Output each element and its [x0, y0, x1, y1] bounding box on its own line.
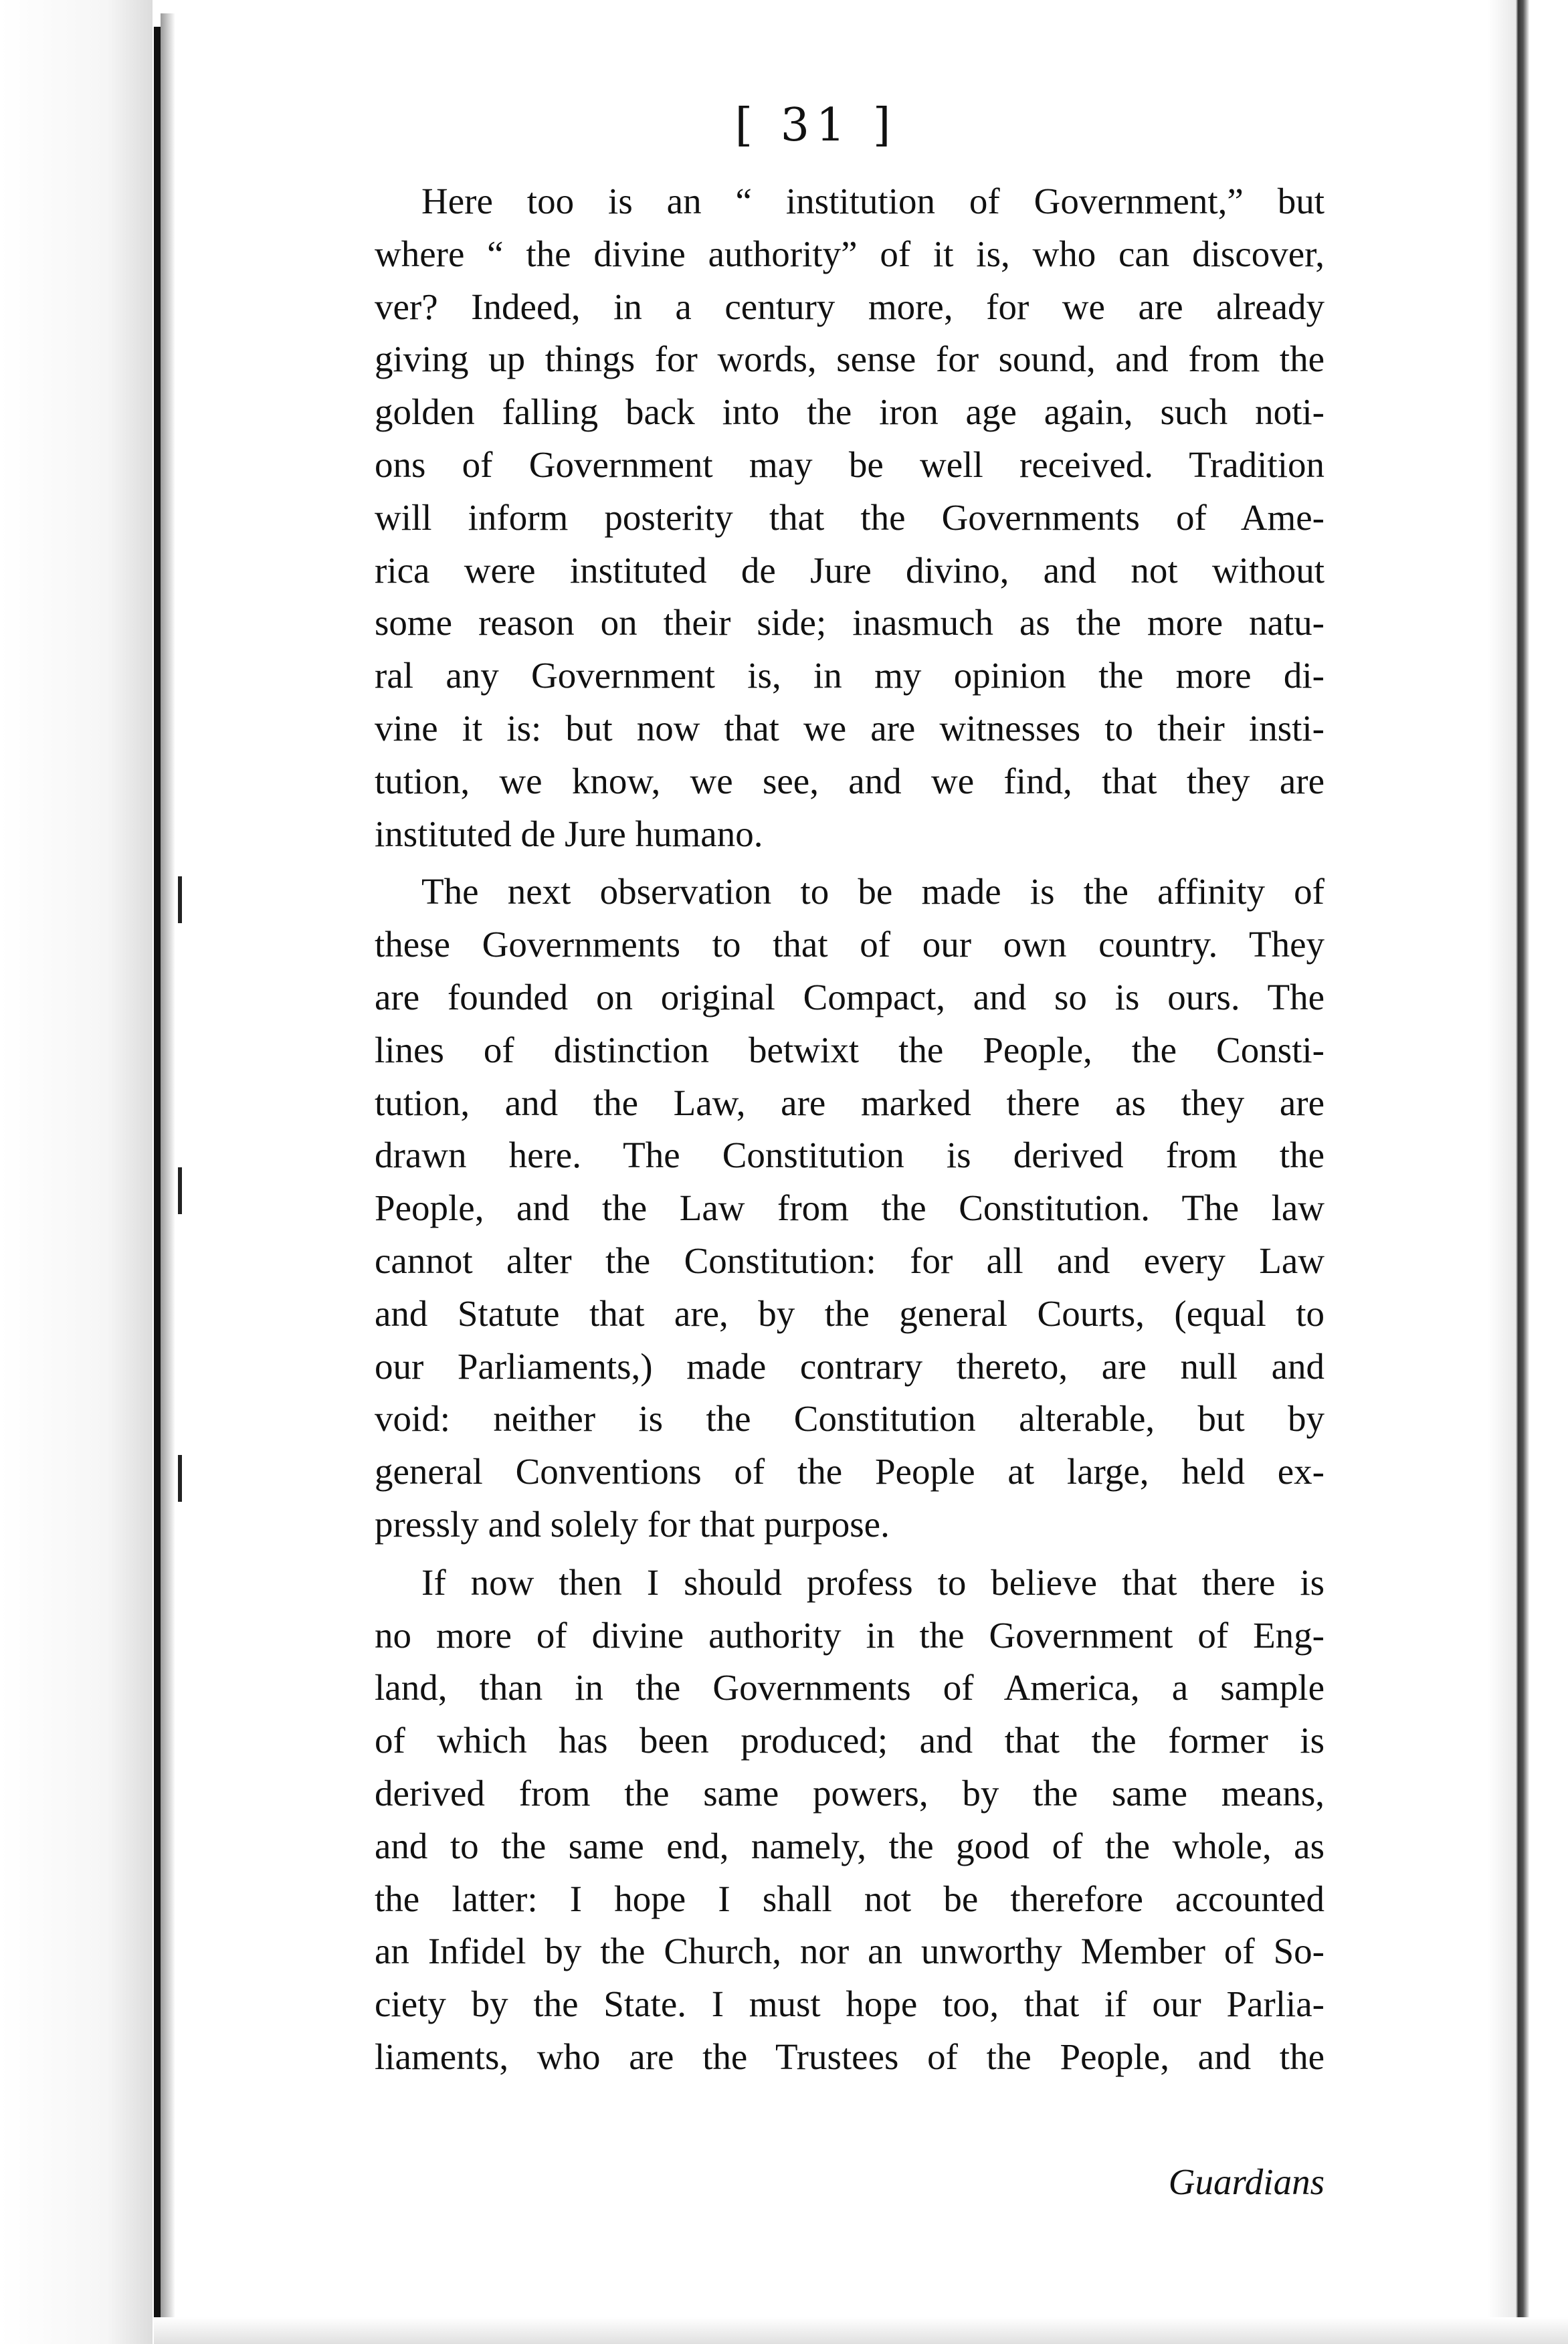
- text-line: ons of Government may be well received. Tradition: [375, 444, 1325, 485]
- text-line: golden falling back into the iron age again, such noti-: [375, 391, 1325, 433]
- margin-mark: [178, 876, 182, 923]
- text-line: Here too is an “ institution of Government,” but: [421, 181, 1325, 221]
- text-line: pressly and solely for that purpose.: [375, 1503, 890, 1545]
- paragraph: [375, 175, 1325, 860]
- text-line: will inform posterity that the Governments of Ame-: [375, 496, 1325, 538]
- text-line: lines of distinction betwixt the People, the Consti-: [375, 1029, 1325, 1070]
- text-line: cannot alter the Constitution: for all and every Law: [375, 1240, 1325, 1281]
- text-line: void: neither is the Constitution alterable, but by: [375, 1398, 1325, 1440]
- text-line: If now then I should profess to believe that there is: [421, 1561, 1325, 1603]
- binding-gutter: [154, 27, 161, 2321]
- page-right-edge: [1488, 0, 1568, 2344]
- text-line: the latter: I hope I shall not be therefore accounted: [375, 1878, 1325, 1919]
- text-line: derived from the same powers, by the same means,: [375, 1772, 1325, 1814]
- text-line: tution, we know, we see, and we find, that they are: [375, 760, 1325, 801]
- text-line: these Governments to that of our own country. They: [375, 924, 1325, 965]
- page-bottom-edge: [154, 2317, 1568, 2344]
- paragraph: [375, 1557, 1325, 2084]
- text-line: our Parliaments,) made contrary thereto, are null and: [375, 1345, 1325, 1387]
- text-line: and to the same end, namely, the good of the whole, as: [375, 1825, 1325, 1866]
- text-line: no more of divine authority in the Government of Eng-: [375, 1614, 1325, 1656]
- text-line: an Infidel by the Church, nor an unworthy Member of So-: [375, 1931, 1325, 1972]
- facing-page-edge: [0, 0, 153, 2344]
- text-line: where “ the divine authority” of it is, who can discover,: [375, 233, 1325, 274]
- text-line: and Statute that are, by the general Courts, (equal to: [375, 1292, 1325, 1334]
- catchword: Guardians: [1168, 2161, 1325, 2202]
- text-line: drawn here. The Constitution is derived from the: [375, 1135, 1325, 1176]
- text-line: liaments, who are the Trustees of the People, and the: [375, 2036, 1325, 2077]
- text-line: of which has been produced; and that the former is: [375, 1720, 1325, 1761]
- text-line: vine it is: but now that we are witnesses to their insti-: [375, 707, 1325, 749]
- text-line: instituted de Jure humano.: [375, 813, 763, 854]
- text-line: rica were instituted de Jure divino, and not without: [375, 549, 1325, 591]
- text-line: some reason on their side; inasmuch as the more natu-: [375, 602, 1325, 644]
- text-line: are founded on original Compact, and so is ours. The: [375, 976, 1325, 1017]
- margin-mark: [178, 1455, 182, 1502]
- body-text: [375, 175, 1325, 2084]
- text-line: ral any Government is, in my opinion the more di-: [375, 655, 1325, 696]
- text-line: tution, and the Law, are marked there as they are: [375, 1082, 1325, 1123]
- margin-mark: [178, 1167, 182, 1214]
- text-line: The next observation to be made is the affinity of: [421, 871, 1325, 912]
- text-line: general Conventions of the People at large, held ex-: [375, 1451, 1325, 1492]
- paragraph: [375, 866, 1325, 1551]
- text-line: People, and the Law from the Constitution. The law: [375, 1187, 1325, 1229]
- text-line: ciety by the State. I must hope too, that if our Parlia-: [375, 1983, 1325, 2025]
- text-line: land, than in the Governments of America, a sample: [375, 1667, 1325, 1708]
- gutter-shadow: [161, 13, 175, 2335]
- text-line: giving up things for words, sense for sound, and from the: [375, 338, 1325, 380]
- page-number: [ 31 ]: [734, 99, 898, 152]
- text-line: ver? Indeed, in a century more, for we are already: [375, 286, 1325, 327]
